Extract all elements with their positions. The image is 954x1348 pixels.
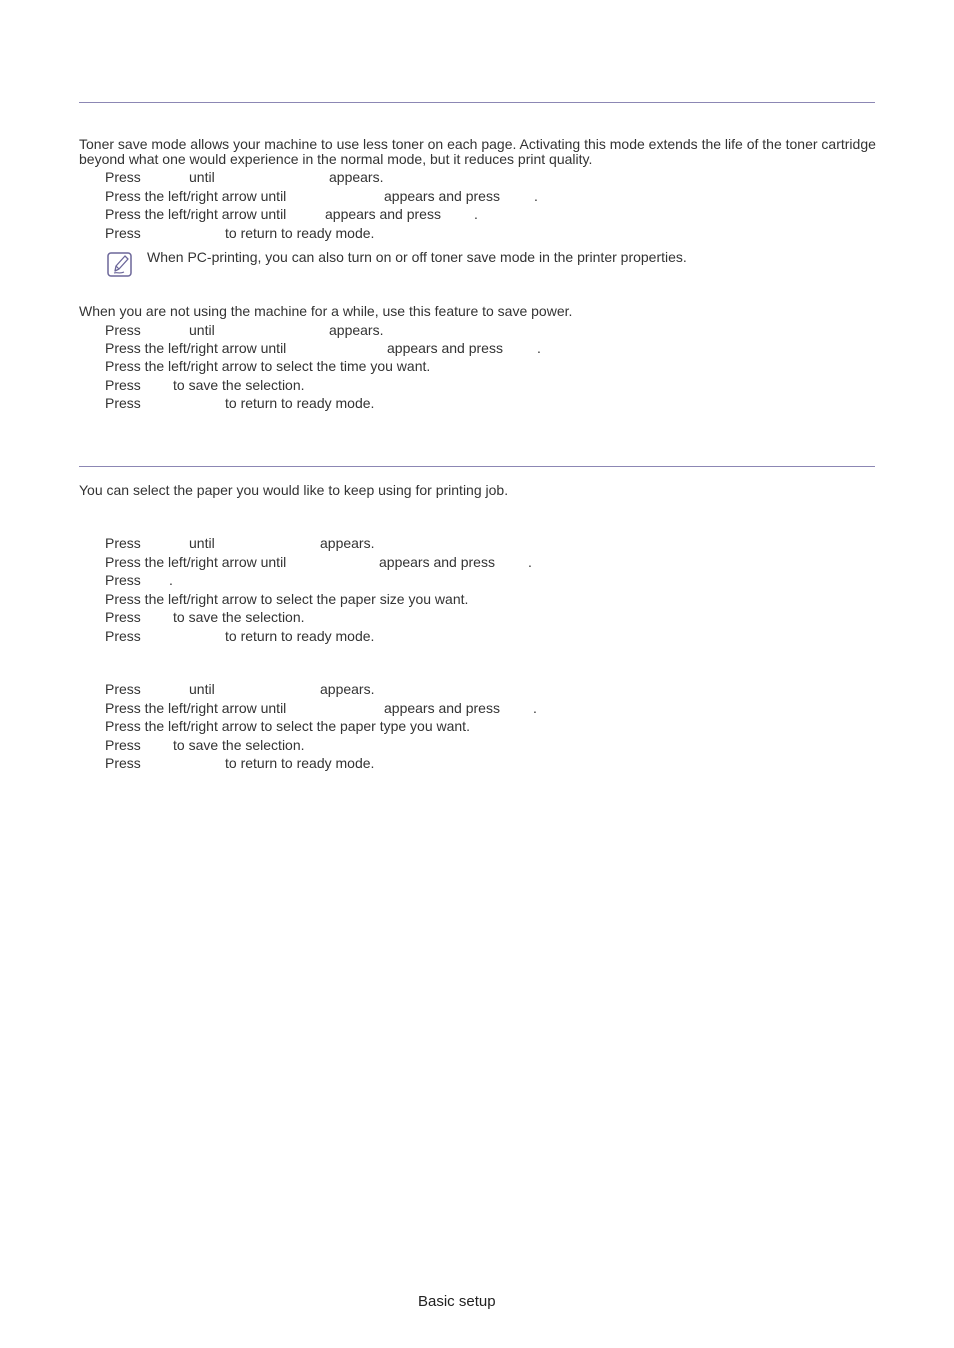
size-step4: Press the left/right arrow to select the paper size you want.: [105, 591, 469, 607]
power-step1-b: until: [189, 322, 215, 338]
toner-step3-a: Press the left/right arrow until: [105, 206, 287, 222]
type-step1-c: appears.: [320, 681, 375, 697]
footer-section-label: Basic setup: [418, 1293, 496, 1310]
toner-note-text: When PC-printing, you can also turn on or off toner save mode in the printer properties.: [147, 249, 687, 265]
section-divider-top: [79, 102, 875, 103]
note-pencil-icon: [106, 250, 134, 278]
size-step1-a: Press: [105, 535, 141, 551]
toner-step2-c: .: [534, 188, 538, 204]
size-step6-a: Press: [105, 628, 141, 644]
power-step5-a: Press: [105, 395, 141, 411]
power-save-intro: When you are not using the machine for a while, use this feature to save power.: [79, 303, 573, 319]
size-step2-c: .: [528, 554, 532, 570]
toner-step1-a: Press: [105, 169, 141, 185]
toner-save-intro: Toner save mode allows your machine to use less toner on each page. Activating this mode extends the life of the toner cartridge beyond what one would experience in the normal mode, but it reduces print quality.: [79, 136, 876, 167]
type-step4-b: to save the selection.: [173, 737, 305, 753]
size-step6-b: to return to ready mode.: [225, 628, 375, 644]
power-step4-a: Press: [105, 377, 141, 393]
type-step1-b: until: [189, 681, 215, 697]
toner-step4-a: Press: [105, 225, 141, 241]
power-step1-c: appears.: [329, 322, 384, 338]
power-step2-c: .: [537, 340, 541, 356]
size-step1-b: until: [189, 535, 215, 551]
type-step5-a: Press: [105, 755, 141, 771]
toner-step3-c: .: [474, 206, 478, 222]
size-step2-b: appears and press: [379, 554, 495, 570]
power-step4-b: to save the selection.: [173, 377, 305, 393]
type-step2-b: appears and press: [384, 700, 500, 716]
size-step1-c: appears.: [320, 535, 375, 551]
power-step5-b: to return to ready mode.: [225, 395, 375, 411]
toner-step4-b: to return to ready mode.: [225, 225, 375, 241]
power-step1-a: Press: [105, 322, 141, 338]
toner-step2-b: appears and press: [384, 188, 500, 204]
size-step2-a: Press the left/right arrow until: [105, 554, 287, 570]
section-divider-paper: [79, 466, 875, 467]
power-step3: Press the left/right arrow to select the time you want.: [105, 358, 431, 374]
power-step2-a: Press the left/right arrow until: [105, 340, 287, 356]
paper-intro: You can select the paper you would like to keep using for printing job.: [79, 482, 509, 498]
power-step2-b: appears and press: [387, 340, 503, 356]
type-step3: Press the left/right arrow to select the paper type you want.: [105, 718, 470, 734]
toner-step2-a: Press the left/right arrow until: [105, 188, 287, 204]
size-step5-b: to save the selection.: [173, 609, 305, 625]
type-step4-a: Press: [105, 737, 141, 753]
size-step5-a: Press: [105, 609, 141, 625]
size-step3-a: Press: [105, 572, 141, 588]
size-step3-b: .: [169, 572, 173, 588]
type-step5-b: to return to ready mode.: [225, 755, 375, 771]
toner-step3-b: appears and press: [325, 206, 441, 222]
type-step2-a: Press the left/right arrow until: [105, 700, 287, 716]
type-step1-a: Press: [105, 681, 141, 697]
type-step2-c: .: [533, 700, 537, 716]
toner-step1-c: appears.: [329, 169, 384, 185]
toner-step1-b: until: [189, 169, 215, 185]
